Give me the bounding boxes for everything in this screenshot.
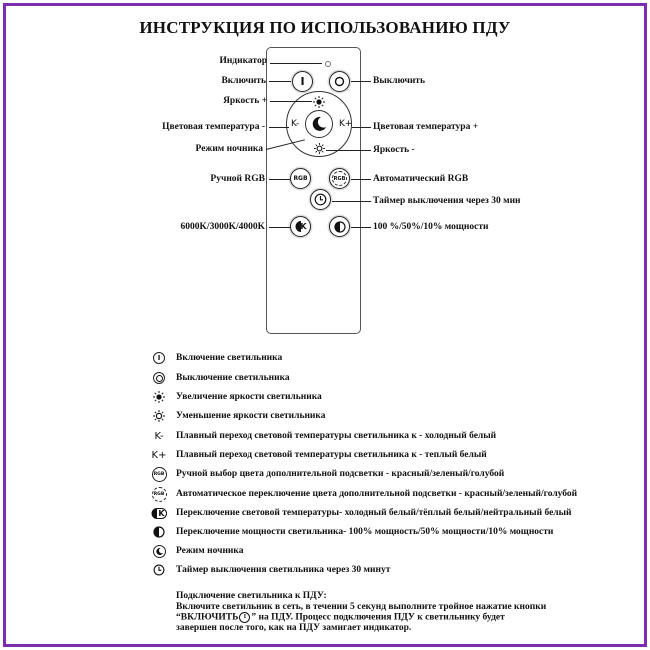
callout-color-temp-plus: Цветовая температура + bbox=[373, 122, 479, 132]
callout-cct: 6000K/3000K/4000K bbox=[180, 222, 265, 232]
callout-on: Включить bbox=[221, 76, 266, 86]
legend-text: Выключение светильника bbox=[176, 373, 290, 383]
legend-item bbox=[151, 524, 553, 540]
callout-line bbox=[351, 81, 371, 82]
night-mode-button[interactable] bbox=[305, 110, 333, 138]
connection-line: Включите светильник в сеть, в течении 5 секунд выполните тройное нажатие кнопки bbox=[176, 601, 547, 612]
indicator-led bbox=[325, 61, 331, 67]
power-level-button[interactable] bbox=[329, 216, 350, 237]
brightness-up-icon bbox=[313, 96, 325, 108]
power-level-icon bbox=[334, 221, 346, 233]
legend-text: Автоматическое переключение цвета дополнительной подсветки - красный/зеленый/голубой bbox=[176, 489, 578, 499]
page-title: ИНСТРУКЦИЯ ПО ИСПОЛЬЗОВАНИЮ ПДУ bbox=[139, 18, 511, 37]
auto-rgb-button[interactable] bbox=[329, 168, 350, 189]
legend-item bbox=[151, 408, 326, 424]
callout-line bbox=[351, 179, 371, 180]
callout-line bbox=[332, 201, 371, 202]
legend-text: Ручной выбор цвета дополнительной подсветки - красный/зеленый/голубой bbox=[176, 469, 505, 479]
power-on-icon: I bbox=[300, 75, 305, 88]
brightness-down-icon bbox=[153, 410, 165, 422]
connection-line: “ВКЛЮЧИТЬ I ” на ПДУ. Процесс подключения ПДУ к светильнику будет bbox=[176, 612, 505, 623]
timer-button[interactable] bbox=[310, 189, 331, 210]
moon-icon bbox=[310, 115, 328, 133]
brightness-up-icon bbox=[153, 391, 165, 403]
callout-power: 100 %/50%/10% мощности bbox=[373, 222, 489, 232]
callout-line bbox=[269, 81, 291, 82]
rgb-auto-icon: RGB bbox=[332, 171, 347, 186]
callout-line bbox=[326, 150, 371, 151]
connection-heading: Подключение светильника к ПДУ: bbox=[176, 591, 327, 601]
rgb-auto-icon: RGB bbox=[152, 487, 167, 502]
callout-auto-rgb: Автоматический RGB bbox=[373, 174, 469, 184]
rgb-manual-icon: RGB bbox=[293, 175, 308, 182]
timer-icon bbox=[153, 564, 165, 576]
power-on-icon: I bbox=[239, 612, 250, 623]
night-mode-icon bbox=[153, 545, 166, 558]
callout-brightness-up: Яркость + bbox=[223, 96, 267, 106]
callout-line bbox=[352, 127, 371, 128]
callout-timer: Таймер выключения через 30 мин bbox=[373, 196, 521, 206]
rgb-manual-icon: RGB bbox=[152, 467, 167, 482]
callout-line bbox=[269, 227, 290, 228]
legend-item bbox=[151, 389, 322, 405]
brightness-down-button[interactable] bbox=[314, 141, 325, 159]
callout-line bbox=[270, 101, 312, 102]
legend-text: Переключение световой температуры- холодный белый/тёплый белый/нейтральный белый bbox=[176, 508, 572, 518]
legend-item bbox=[151, 370, 290, 386]
connection-instructions bbox=[176, 591, 596, 634]
brightness-down-icon bbox=[314, 143, 325, 154]
power-off-icon bbox=[153, 372, 165, 384]
power-on-icon: I bbox=[153, 352, 165, 364]
callout-line bbox=[351, 227, 371, 228]
callout-line bbox=[269, 179, 290, 180]
legend-item bbox=[151, 562, 390, 578]
legend-text: Плавный переход световой температуры светильника к - холодный белый bbox=[176, 431, 497, 441]
callout-indicator: Индикатор bbox=[219, 56, 267, 66]
legend-item bbox=[151, 428, 496, 444]
legend-text: Уменьшение яркости светильника bbox=[176, 411, 326, 421]
connection-line: завершен после того, как на ПДУ замигает индикатор. bbox=[176, 623, 412, 634]
legend-item bbox=[151, 466, 504, 482]
legend-text: Переключение мощности светильника- 100% мощность/50% мощности/10% мощности bbox=[176, 527, 554, 537]
callout-brightness-down: Яркость - bbox=[373, 145, 415, 155]
k-plus-button[interactable]: K+ bbox=[339, 119, 353, 129]
power-off-button[interactable] bbox=[329, 71, 350, 92]
callout-line bbox=[269, 127, 289, 128]
legend-item bbox=[151, 486, 577, 502]
power-level-icon bbox=[153, 526, 165, 538]
k-minus-button[interactable]: K- bbox=[291, 119, 300, 129]
k-plus-icon: K+ bbox=[151, 449, 167, 461]
callout-line bbox=[270, 63, 322, 64]
legend-item bbox=[151, 350, 282, 366]
k-minus-icon: K- bbox=[154, 430, 164, 442]
callout-color-temp-minus: Цветовая температура - bbox=[162, 122, 265, 132]
color-temp-icon: K bbox=[151, 505, 167, 521]
callout-night-mode: Режим ночника bbox=[195, 144, 263, 154]
legend-text: Таймер выключения светильника через 30 минут bbox=[176, 565, 391, 575]
timer-icon bbox=[314, 193, 327, 206]
legend-item bbox=[151, 447, 487, 463]
legend-text: Увеличение яркости светильника bbox=[176, 392, 322, 402]
legend-item bbox=[151, 505, 572, 521]
callout-manual-rgb: Ручной RGB bbox=[210, 174, 265, 184]
legend-text: Включение светильника bbox=[176, 353, 283, 363]
legend-item bbox=[151, 543, 243, 559]
power-on-button[interactable] bbox=[292, 71, 313, 92]
color-temp-icon: K bbox=[294, 221, 306, 232]
power-off-icon bbox=[334, 72, 345, 91]
color-temp-button[interactable] bbox=[290, 216, 311, 237]
legend-text: Режим ночника bbox=[176, 546, 244, 556]
callout-off: Выключить bbox=[373, 76, 425, 86]
legend-text: Плавный переход световой температуры светильника к - теплый белый bbox=[176, 450, 487, 460]
manual-rgb-button[interactable] bbox=[290, 168, 311, 189]
